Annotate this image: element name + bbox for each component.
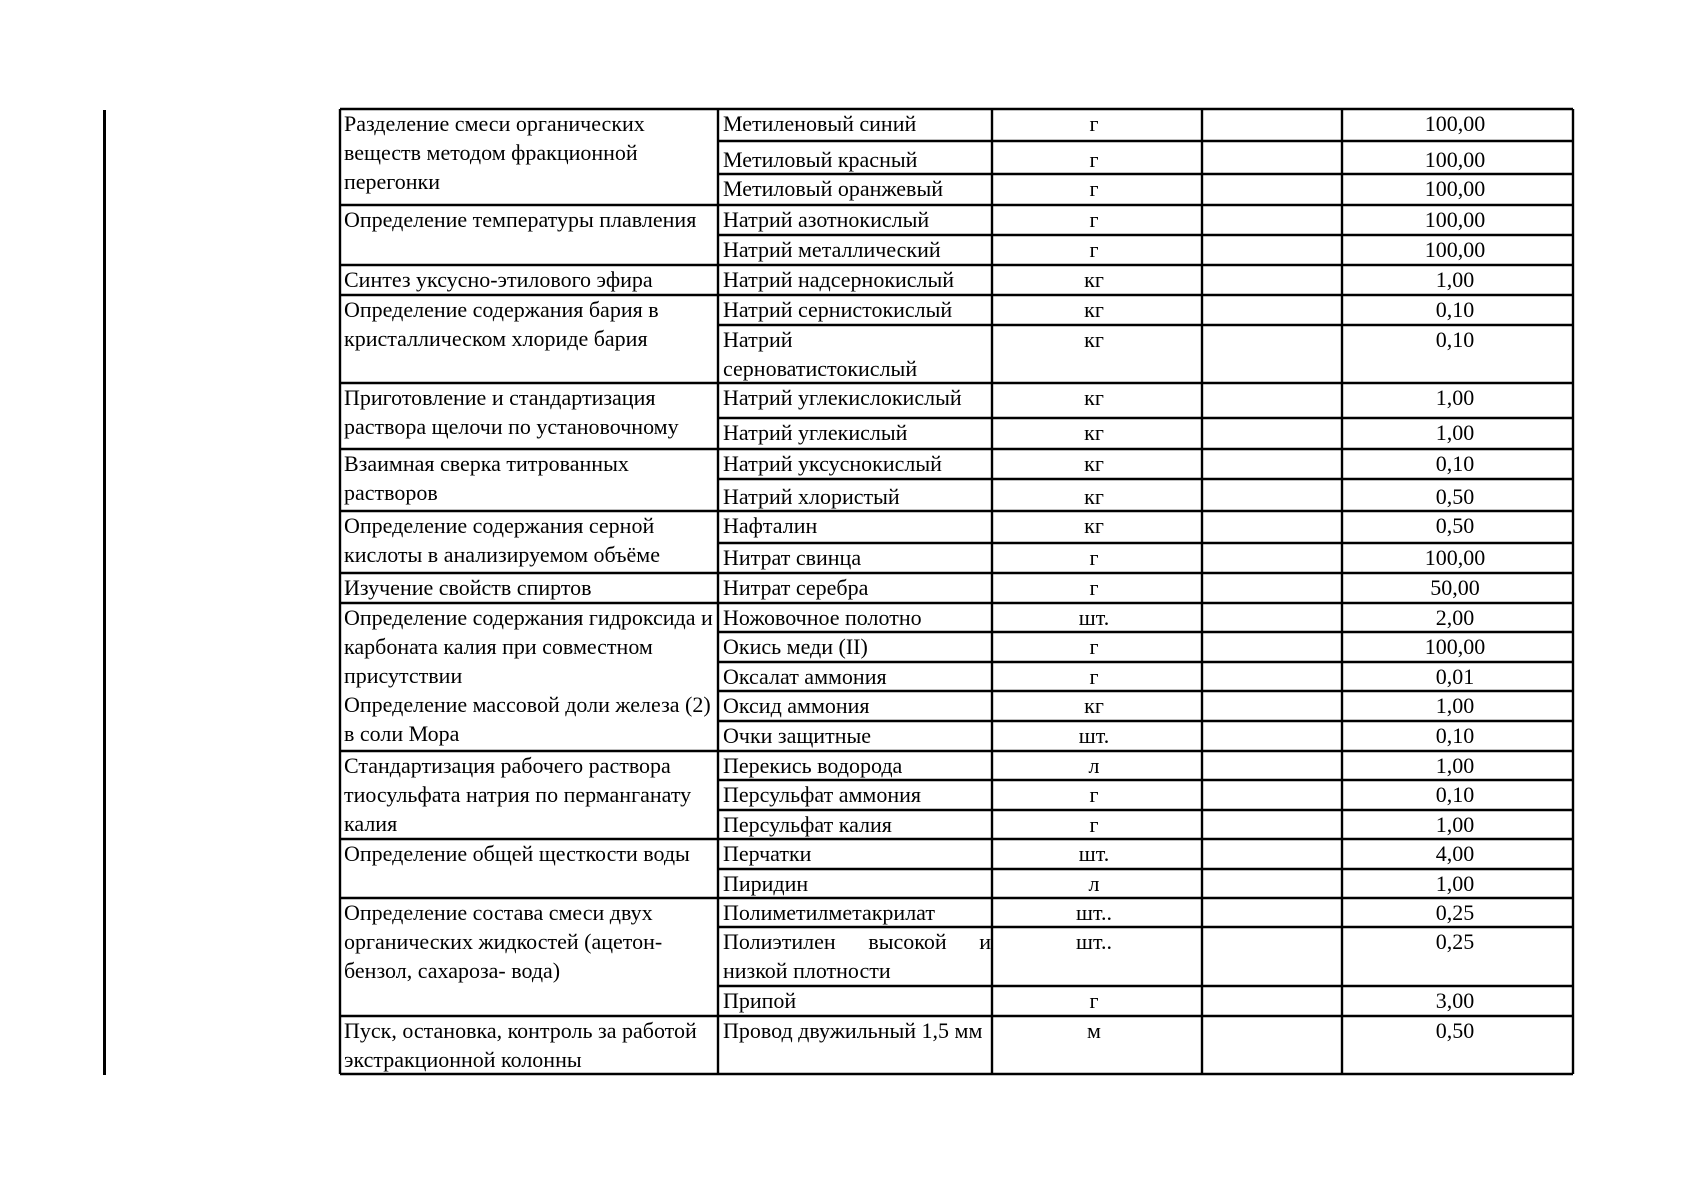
material-quantity: 100,00 bbox=[1424, 176, 1486, 201]
exercise-cell: Изучение свойств спиртов bbox=[344, 575, 592, 600]
material-name: Персульфат калия bbox=[723, 812, 892, 837]
material-unit: г bbox=[1089, 147, 1099, 172]
material-unit: шт.. bbox=[1076, 929, 1112, 954]
material-name: Полиметилметакрилат bbox=[723, 900, 935, 925]
material-quantity: 0,10 bbox=[1435, 723, 1475, 748]
material-name: Окись меди (II) bbox=[723, 634, 868, 659]
material-unit: г bbox=[1089, 812, 1099, 837]
exercise-cell: Взаимная сверка титрованных растворов bbox=[344, 451, 629, 505]
material-name: Натрий углекислый bbox=[723, 420, 908, 445]
page-margin-rule bbox=[103, 110, 106, 1075]
materials-table bbox=[340, 109, 1573, 1074]
material-name: Полиэтилен высокой и низкой плотности bbox=[723, 929, 991, 983]
material-quantity: 1,00 bbox=[1435, 267, 1475, 292]
material-quantity: 100,00 bbox=[1424, 634, 1486, 659]
material-unit: л bbox=[1088, 871, 1100, 896]
material-unit: шт. bbox=[1078, 605, 1110, 630]
material-quantity: 100,00 bbox=[1424, 207, 1486, 232]
material-quantity: 1,00 bbox=[1435, 871, 1475, 896]
material-unit: г bbox=[1089, 111, 1099, 136]
material-name: Оксид аммония bbox=[723, 693, 870, 718]
material-quantity: 100,00 bbox=[1424, 147, 1486, 172]
material-quantity: 0,10 bbox=[1435, 451, 1475, 476]
material-unit: кг bbox=[1084, 267, 1104, 292]
material-name: Перекись водорода bbox=[723, 753, 903, 778]
exercise-text: Определение содержания гидроксида и карбоната калия при совместном присутствии bbox=[344, 605, 713, 688]
material-name: Натрий уксуснокислый bbox=[723, 451, 942, 476]
exercise-cell: Определение содержания бария в кристаллическом хлориде бария bbox=[344, 297, 659, 351]
exercise-cell: Стандартизация рабочего раствора тиосульфата натрия по перманганату калия bbox=[344, 753, 692, 836]
exercise-cell: Приготовление и стандартизация раствора щелочи по установочному bbox=[344, 385, 679, 439]
material-quantity: 100,00 bbox=[1424, 237, 1486, 262]
exercise-cell: Определение состава смеси двух органических жидкостей (ацетон-бензол, сахароза- вода) bbox=[344, 900, 663, 983]
material-quantity: 100,00 bbox=[1424, 545, 1486, 570]
material-unit: г bbox=[1089, 545, 1099, 570]
material-name: Перчатки bbox=[723, 841, 812, 866]
material-quantity: 1,00 bbox=[1435, 385, 1475, 410]
material-name: Натрий азотнокислый bbox=[723, 207, 930, 232]
material-quantity: 1,00 bbox=[1435, 812, 1475, 837]
material-quantity: 1,00 bbox=[1435, 753, 1475, 778]
material-name: Провод двужильный 1,5 мм bbox=[723, 1018, 983, 1043]
material-unit: г bbox=[1089, 237, 1099, 262]
exercise-cell: Синтез уксусно-этилового эфира bbox=[344, 267, 653, 292]
material-unit: г bbox=[1089, 634, 1099, 659]
material-quantity: 100,00 bbox=[1424, 111, 1486, 136]
material-name: Нафталин bbox=[723, 513, 818, 538]
material-quantity: 0,50 bbox=[1435, 1018, 1475, 1043]
material-quantity: 3,00 bbox=[1435, 988, 1475, 1013]
material-unit: г bbox=[1089, 176, 1099, 201]
material-unit: шт. bbox=[1078, 841, 1110, 866]
material-quantity: 0,25 bbox=[1435, 929, 1475, 954]
material-quantity: 1,00 bbox=[1435, 420, 1475, 445]
material-name: Натрий надсернокислый bbox=[723, 267, 955, 292]
exercise-cell: Определение температуры плавления bbox=[344, 207, 697, 232]
exercise-cell: Определение общей щесткости воды bbox=[344, 841, 690, 866]
material-quantity: 0,01 bbox=[1435, 664, 1475, 689]
material-quantity: 4,00 bbox=[1435, 841, 1475, 866]
material-name: Натрий углекислокислый bbox=[723, 385, 962, 410]
material-quantity: 0,50 bbox=[1435, 484, 1475, 509]
material-unit: м bbox=[1087, 1018, 1101, 1043]
material-name: Натрий сернистокислый bbox=[723, 297, 953, 322]
material-unit: кг bbox=[1084, 513, 1104, 538]
material-name: Метиловый красный bbox=[723, 147, 918, 172]
material-unit: кг bbox=[1084, 484, 1104, 509]
material-name: Персульфат аммония bbox=[723, 782, 922, 807]
material-name: Припой bbox=[723, 988, 797, 1013]
material-unit: кг bbox=[1084, 451, 1104, 476]
material-unit: кг bbox=[1084, 327, 1104, 352]
exercise-cell bbox=[344, 603, 714, 748]
material-unit: кг bbox=[1084, 385, 1104, 410]
material-unit: г bbox=[1089, 782, 1099, 807]
material-name: Оксалат аммония bbox=[723, 664, 887, 689]
material-quantity: 1,00 bbox=[1435, 693, 1475, 718]
material-unit: г bbox=[1089, 207, 1099, 232]
material-name: Нитрат серебра bbox=[723, 575, 869, 600]
material-name: Нитрат свинца bbox=[723, 545, 862, 570]
material-name: Ножовочное полотно bbox=[723, 605, 922, 630]
material-quantity: 0,10 bbox=[1435, 327, 1475, 352]
material-name: Метиловый оранжевый bbox=[723, 176, 943, 201]
exercise-cell: Пуск, остановка, контроль за работой экстракционной колонны bbox=[344, 1018, 697, 1072]
material-name: Натрий хлористый bbox=[723, 484, 900, 509]
material-unit: л bbox=[1088, 753, 1100, 778]
material-quantity: 0,10 bbox=[1435, 782, 1475, 807]
material-unit: г bbox=[1089, 575, 1099, 600]
material-unit: г bbox=[1089, 664, 1099, 689]
exercise-text: Определение массовой доли железа (2) в соли Мора bbox=[344, 692, 711, 746]
material-quantity: 2,00 bbox=[1435, 605, 1475, 630]
material-quantity: 50,00 bbox=[1430, 575, 1480, 600]
material-name: Натрий серноватистокислый bbox=[723, 327, 918, 381]
exercise-cell: Разделение смеси органических веществ методом фракционной перегонки bbox=[344, 111, 645, 194]
material-unit: кг bbox=[1084, 420, 1104, 445]
exercise-cell: Определение содержания серной кислоты в анализируемом объёме bbox=[344, 513, 660, 567]
material-name: Пиридин bbox=[723, 871, 809, 896]
material-unit: кг bbox=[1084, 693, 1104, 718]
material-unit: г bbox=[1089, 988, 1099, 1013]
material-name: Натрий металлический bbox=[723, 237, 941, 262]
material-quantity: 0,25 bbox=[1435, 900, 1475, 925]
material-name: Метиленовый синий bbox=[723, 111, 917, 136]
material-unit: шт. bbox=[1078, 723, 1110, 748]
material-quantity: 0,10 bbox=[1435, 297, 1475, 322]
material-unit: кг bbox=[1084, 297, 1104, 322]
material-quantity: 0,50 bbox=[1435, 513, 1475, 538]
material-name: Очки защитные bbox=[723, 723, 872, 748]
material-unit: шт.. bbox=[1076, 900, 1112, 925]
